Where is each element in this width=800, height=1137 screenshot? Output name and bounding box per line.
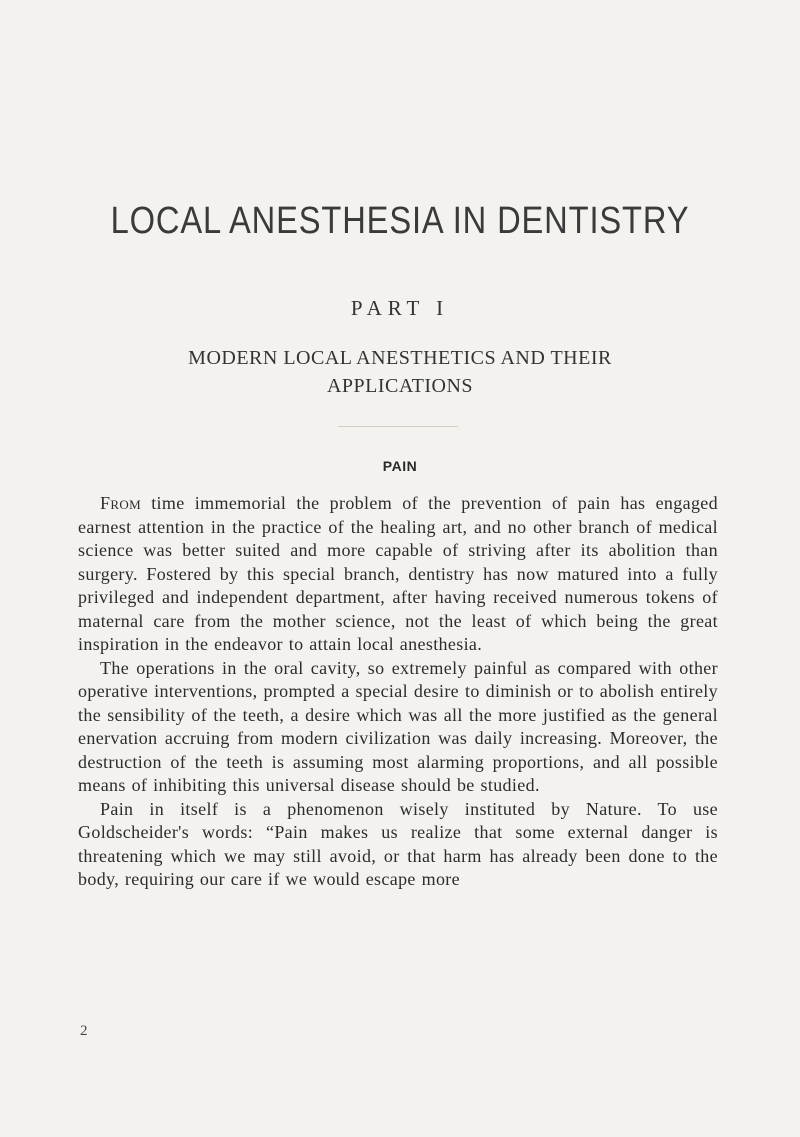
section-heading: PAIN <box>382 458 418 474</box>
paragraph <box>78 492 718 657</box>
paragraph-text: time immemorial the problem of the prevention of pain has engaged earnest attention in the practice of the healing art, and no other branch of medical science was better suited and more capable of striving after its abolition than surgery. Fostered by this special branch, dentistry has now matured into a fully privileged and independent department, after having received numerous tokens of maternal care from the mother science, not the least of which being the great inspiration in the endeavor to attain local anesthesia. <box>78 493 718 654</box>
page-number: 2 <box>80 1023 88 1039</box>
section-divider <box>338 426 458 427</box>
paragraph: The operations in the oral cavity, so extremely painful as compared with other operative interventions, prompted a special desire to diminish or to abolish entirely the sensibility of the teeth, a desire which was all the more justified as the general enervation accruing from modern civilization was daily increasing. Moreover, the destruction of the teeth is assuming most alarming proportions, and all possible means of inhibiting this universal disease should be studied. <box>78 657 718 795</box>
chapter-subtitle <box>120 344 680 400</box>
book-title: LOCAL ANESTHESIA IN DENTISTRY <box>110 200 690 242</box>
subtitle-line-2: APPLICATIONS <box>326 375 474 397</box>
paragraph-lead-word: From <box>100 493 142 513</box>
part-label: PART I <box>350 296 450 320</box>
subtitle-line-1: MODERN LOCAL ANESTHETICS AND THEIR <box>188 347 612 369</box>
paragraph: Pain in itself is a phenomenon wisely instituted by Nature. To use Goldscheider's words: “Pain makes us realize that some external danger is threatening which we may still avoid, or that harm has already been done to the body, requiring our care if we would escape more <box>78 798 718 889</box>
body-text <box>78 492 718 892</box>
